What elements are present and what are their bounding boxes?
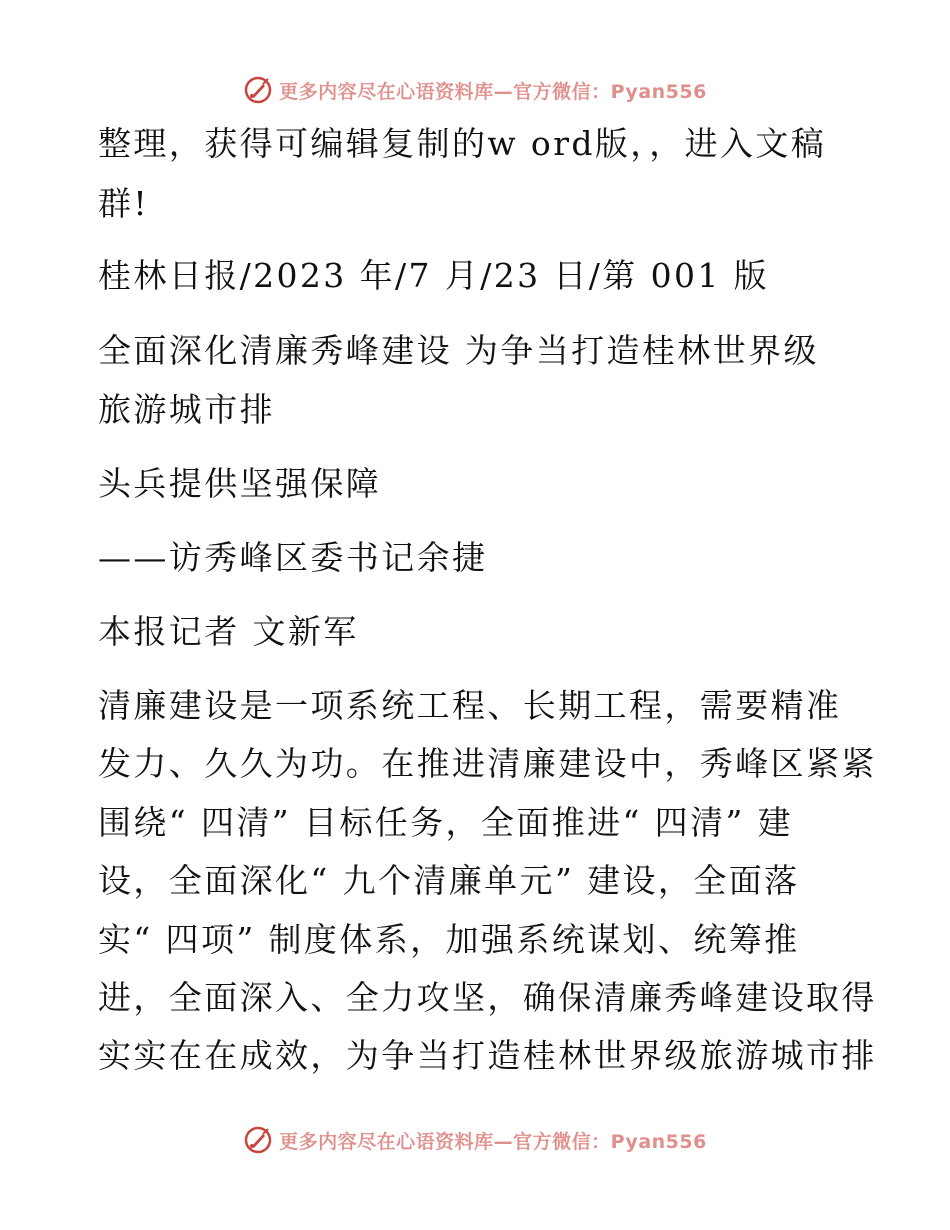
text-line: 桂林日报/2023 年/7 月/23 日/第 001 版 (98, 256, 770, 295)
text-line: 头兵提供坚强保障 (98, 464, 382, 503)
quill-emblem-icon (243, 1125, 273, 1155)
text-line: 实“ 四项” 制度体系，加强系统谋划、统筹推 (98, 920, 800, 959)
text-line: 全面深化清廉秀峰建设 为争当打造桂林世界级 (98, 331, 819, 370)
text-line: 进，全面深入、全力攻坚，确保清廉秀峰建设取得 (98, 978, 877, 1017)
text-line: 整理，获得可编辑复制的w ord版，，进入文稿 (98, 124, 827, 163)
watermark-text: 更多内容尽在心语资料库—官方微信：Pyan556 (279, 80, 707, 103)
text-line: 发力、久久为功。在推进清廉建设中，秀峰区紧紧 (98, 744, 877, 783)
footer-watermark (0, 1120, 950, 1160)
text-line: 围绕“ 四清” 目标任务，全面推进“ 四清” 建 (98, 803, 794, 842)
text-line: 本报记者 文新军 (98, 612, 359, 651)
text-line: 实实在在成效，为争当打造桂林世界级旅游城市排 (98, 1036, 877, 1075)
text-line: ——访秀峰区委书记余捷 (98, 538, 488, 577)
watermark-text: 更多内容尽在心语资料库—官方微信：Pyan556 (279, 1130, 707, 1153)
text-line: 旅游城市排 (98, 390, 275, 429)
text-line: 群! (98, 184, 150, 223)
text-line: 清廉建设是一项系统工程、长期工程，需要精准 (98, 686, 842, 725)
text-line: 设，全面深化“ 九个清廉单元” 建设，全面落 (98, 861, 800, 900)
